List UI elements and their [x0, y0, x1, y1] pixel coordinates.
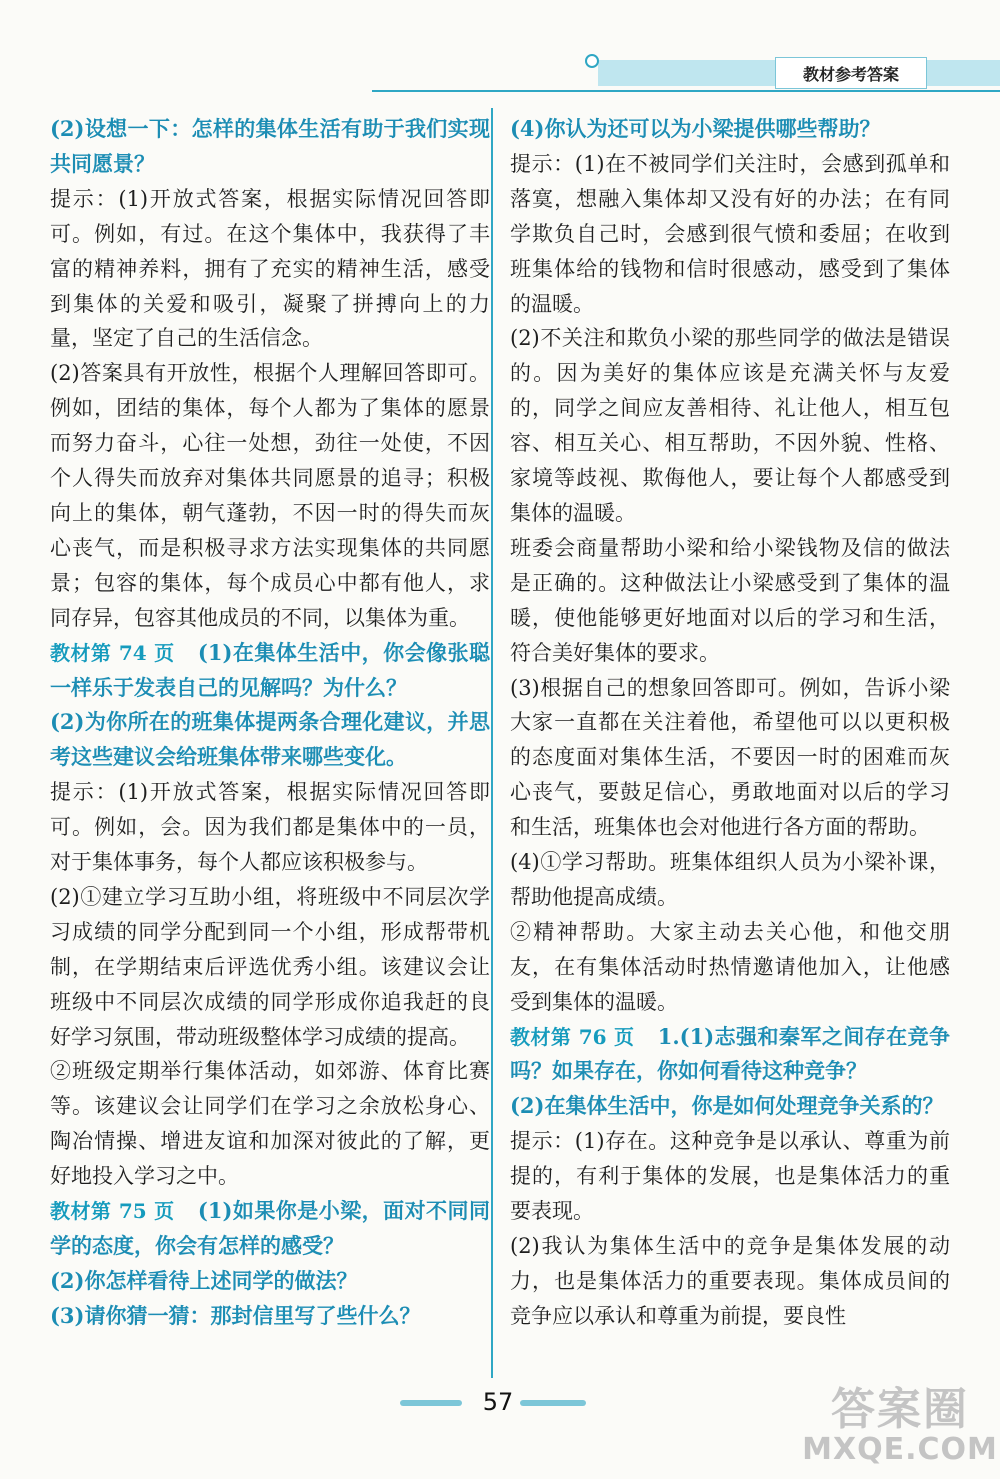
question: (2)在集体生活中，你是如何处理竞争关系的？	[510, 1093, 944, 1119]
question: (2)你怎样看待上述同学的做法？	[50, 1267, 358, 1293]
section-header-label: 教材参考答案	[775, 57, 927, 89]
left-column	[50, 112, 490, 1334]
textbook-page-ref: 教材第 75 页	[50, 1199, 175, 1224]
question-text: (1)在集体生活中，你会像张聪一样乐于发表自己的见解吗？为什么？	[50, 639, 490, 700]
question-text: (1)如果你是小梁，面对不同同学的态度，你会有怎样的感受？	[50, 1198, 490, 1258]
textbook-reference-question	[50, 1194, 490, 1264]
answer-paragraph: 提示：(1)在不被同学们关注时，会感到孤单和落寞，想融入集体却又没有好的办法；在有同学欺负自己时，会感到很气愤和委屈；在收到班集体给的钱物和信时很感动，感受到了集体的温暖。	[510, 151, 950, 316]
column-divider	[491, 108, 493, 1378]
textbook-page-ref: 教材第 74 页	[50, 640, 175, 665]
question-text: 1.(1)志强和秦军之间存在竞争吗？如果存在，你如何看待这种竞争？	[510, 1023, 951, 1084]
answer-paragraph: ②班级定期举行集体活动，如郊游、体育比赛等。该建议会让同学们在学习之余放松身心、陶冶情操、增进友谊和加深对彼此的了解，更好地投入学习之中。	[50, 1059, 490, 1189]
textbook-reference-question	[50, 636, 490, 706]
page-number: 57	[482, 1388, 514, 1416]
textbook-reference-question	[510, 1020, 950, 1090]
watermark-text: 答案圈	[831, 1384, 969, 1435]
answer-paragraph: (2)答案具有开放性，根据个人理解回答即可。例如，团结的集体，每个人都为了集体的愿景而努力奋斗，心往一处想，劲往一处使，不因个人得失而放弃对集体共同愿景的追寻；积极向上的集体，朝气蓬勃，不因一时的得失而灰心丧气，而是积极寻求方法实现集体的共同愿景；包容的集体，每个成员心中都有他人，求同存异，包容其他成员的不同，以集体为重。	[50, 361, 490, 630]
footer-ornament-left	[400, 1400, 462, 1406]
question: (2)为你所在的班集体提两条合理化建议，并思考这些建议会给班集体带来哪些变化。	[50, 709, 490, 770]
answer-paragraph: 提示：(1)开放式答案，根据实际情况回答即可。例如，有过。在这个集体中，我获得了丰富的精神养料，拥有了充实的精神生活，感受到集体的关爱和吸引，凝聚了拼搏向上的力量，坚定了自己的生活信念。	[50, 186, 490, 351]
answer-paragraph: (2)不关注和欺负小梁的那些同学的做法是错误的。因为美好的集体应该是充满关怀与友爱的，同学之间应友善相待、礼让他人，相互包容、相互关心、相互帮助，不因外貌、性格、家境等歧视、欺侮他人，要让每个人都感受到集体的温暖。	[510, 326, 950, 525]
answer-paragraph: (2)①建立学习互助小组，将班级中不同层次学习成绩的同学分配到同一个小组，形成帮带机制，在学期结束后评选优秀小组。该建议会让班级中不同层次成绩的同学形成你追我赶的良好学习氛围，带动班级整体学习成绩的提高。	[50, 884, 490, 1049]
watermark-logo	[802, 1384, 998, 1467]
answer-paragraph: (4)①学习帮助。班集体组织人员为小梁补课，帮助他提高成绩。	[510, 850, 950, 909]
answer-paragraph: 提示：(1)存在。这种竞争是以承认、尊重为前提的，有利于集体的发展，也是集体活力的重要表现。	[510, 1129, 950, 1224]
question: (4)你认为还可以为小梁提供哪些帮助？	[510, 116, 881, 141]
question: (2)设想一下：怎样的集体生活有助于我们实现共同愿景？	[50, 116, 490, 176]
answer-paragraph: ②精神帮助。大家主动去关心他，和他交朋友，在有集体活动时热情邀请他加入，让他感受到集体的温暖。	[510, 919, 950, 1014]
footer-ornament-right	[520, 1400, 586, 1406]
answer-paragraph: 班委会商量帮助小梁和给小梁钱物及信的做法是正确的。这种做法让小梁感受到了集体的温暖，使他能够更好地面对以后的学习和生活，符合美好集体的要求。	[510, 535, 950, 665]
answer-paragraph: (2)我认为集体生活中的竞争是集体发展的动力，也是集体活力的重要表现。集体成员间的竞争应以承认和尊重为前提，要良性	[510, 1234, 950, 1328]
header-dot-ornament	[585, 54, 599, 68]
answer-paragraph: 提示：(1)开放式答案，根据实际情况回答即可。例如，会。因为我们都是集体中的一员，对于集体事务，每个人都应该积极参与。	[50, 780, 490, 875]
watermark-domain: MXQE.COM	[802, 1432, 998, 1467]
answer-paragraph: (3)根据自己的想象回答即可。例如，告诉小梁大家一直都在关注着他，希望他可以以更积极的态度面对集体生活，不要因一时的困难而灰心丧气，要鼓足信心，勇敢地面对以后的学习和生活，班集体也会对他进行各方面的帮助。	[510, 675, 950, 840]
right-column	[510, 112, 950, 1334]
header-rule	[372, 90, 1000, 92]
textbook-page-ref: 教材第 76 页	[510, 1024, 635, 1049]
question: (3)请你猜一猜：那封信里写了些什么？	[50, 1302, 421, 1328]
